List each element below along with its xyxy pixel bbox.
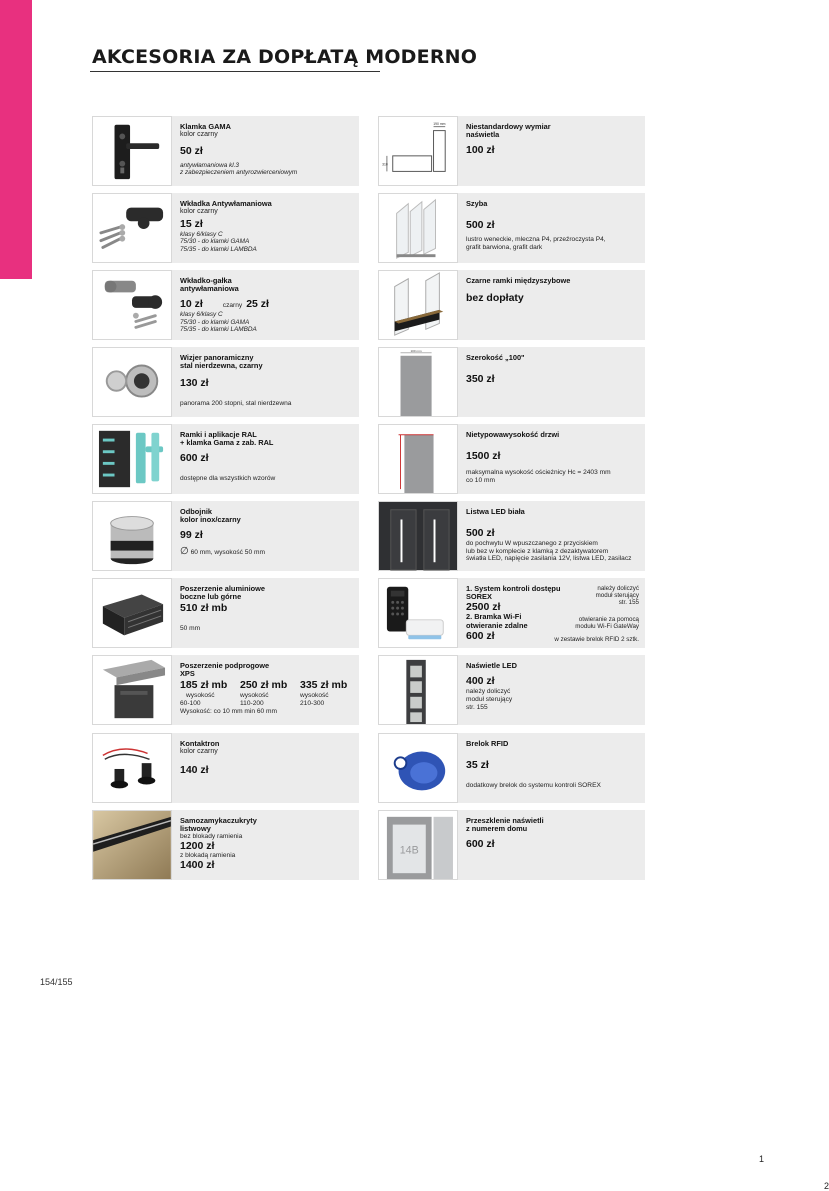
product-price: 130 zł	[180, 377, 209, 390]
product-price: 600 zł	[466, 838, 495, 851]
product-card-brelok-rfid	[378, 733, 645, 803]
diameter-symbol: ∅	[180, 546, 189, 558]
threshold-extension-icon	[92, 655, 172, 725]
item2-note: modułu Wi-Fi GateWay	[575, 623, 639, 631]
product-card-przeszklenie-numer	[378, 810, 645, 880]
product-note: 75/30 - do klamki GAMA	[180, 238, 250, 246]
variant-price: 1400 zł	[180, 859, 215, 872]
item1-note: należy doliczyć	[597, 585, 639, 592]
item1-note: moduł sterujący	[595, 592, 639, 600]
product-price: 500 zł	[466, 219, 495, 232]
product-card-wkladka	[92, 193, 359, 263]
item1-note: str. 155	[618, 599, 639, 607]
product-name-line2: antywłamaniowa	[180, 284, 239, 294]
product-note: antywłamaniowa kl.3	[180, 161, 239, 169]
variant-label: wysokość	[240, 692, 269, 700]
dimension-label: 190 mm	[433, 121, 446, 126]
lock-cylinder-icon	[92, 193, 172, 263]
door-height-icon	[378, 424, 458, 494]
variant-label: czarny	[222, 302, 243, 310]
variant-label: wysokość	[300, 692, 329, 700]
product-name-line2: XPS	[180, 669, 195, 679]
product-note: panorama 200 stopni, stal nierdzewna	[180, 400, 292, 408]
product-name: Poszerzenie podprogowe	[180, 661, 270, 670]
product-price: 100 zł	[466, 144, 495, 157]
product-price: 15 zł	[180, 217, 203, 230]
item2-name: 2. Bramka Wi-Fi	[466, 612, 522, 622]
product-note: grafit barwiona, grafit dark	[466, 244, 543, 252]
product-subtitle: kolor czarny	[180, 748, 218, 756]
item1-price: 2500 zł	[466, 601, 501, 614]
dimension-label: 100 mm	[410, 348, 422, 353]
price-variant: 185 zł mb	[180, 679, 228, 692]
product-card-wkladko-galka	[92, 270, 359, 340]
product-name: Niestandardowy wymiar	[466, 122, 551, 131]
variant-range: 60-100	[180, 700, 201, 708]
variant-price: 1200 zł	[180, 840, 215, 853]
house-number-glass-icon	[378, 810, 458, 880]
product-price: bez dopłaty	[466, 292, 524, 305]
product-note: moduł sterujący	[466, 696, 513, 704]
product-note: z zabezpieczeniem antyrozwierceniowym	[180, 169, 298, 177]
house-number-text: 14B	[399, 844, 419, 857]
product-name: Ramki i aplikacje RAL	[180, 430, 257, 439]
product-price: 50 zł	[180, 144, 203, 157]
ral-frames-icon	[92, 424, 172, 494]
callout-number-1: 1	[759, 1154, 765, 1164]
product-card-szerokosc-100	[378, 347, 645, 417]
product-note: należy doliczyć	[466, 688, 511, 696]
price-variant: 335 zł mb	[300, 679, 348, 692]
product-note: lustro weneckie, mleczna P4, przeźroczysta P4,	[466, 236, 606, 244]
product-note: maksymalna wysokość ościeżnicy Hc = 2403 mm	[466, 469, 611, 477]
variant-label: wysokość	[186, 692, 215, 700]
access-control-icon	[378, 578, 458, 648]
product-price: 500 zł	[466, 527, 495, 540]
product-card-nietypowa-wysokosc	[378, 424, 645, 494]
door-stop-icon	[92, 501, 172, 571]
product-card-klamka-gama	[92, 116, 359, 186]
product-note: światła LED, napięcie zasilania 12V, listwa LED, zasilacz	[466, 555, 632, 563]
product-name: Nietypowawysokość drzwi	[466, 430, 560, 439]
product-price: 350 zł	[466, 373, 495, 386]
product-price: 1500 zł	[466, 450, 501, 463]
variant-label: z blokadą ramienia	[180, 852, 236, 860]
glass-pane-icon	[378, 193, 458, 263]
product-card-samozamykacz	[92, 810, 359, 880]
variant-range: 110-200	[240, 700, 264, 708]
product-name: Samozamykaczukryty	[180, 816, 257, 825]
product-note: 60 mm, wysokość 50 mm	[190, 549, 265, 557]
item2-price: 600 zł	[466, 629, 495, 642]
product-name-line2: kolor inox/czarny	[180, 515, 241, 525]
product-price: 400 zł	[466, 675, 495, 688]
product-name: Wkładko-gałka	[180, 276, 232, 285]
product-card-szyba	[378, 193, 645, 263]
product-note: Wysokość: co 10 mm min 60 mm	[180, 708, 278, 716]
callout-number-2: 2	[824, 1181, 829, 1191]
product-name: Naświetle LED	[466, 661, 517, 670]
product-name: Odbojnik	[180, 507, 213, 516]
product-name: Brelok RFID	[466, 739, 509, 748]
product-card-odbojnik	[92, 501, 359, 571]
title-underline	[90, 71, 380, 72]
transom-dimension-icon	[378, 116, 458, 186]
product-price: 140 zł	[180, 763, 209, 776]
product-note: co 10 mm	[466, 477, 495, 485]
product-name: Listwa LED biała	[466, 507, 525, 516]
product-card-niestandardowy-wymiar	[378, 116, 645, 186]
product-card-listwa-led	[378, 501, 645, 571]
item1-name-line2: SOREX	[466, 592, 492, 602]
product-card-kontaktron	[92, 733, 359, 803]
item2-name-line2: otwieranie zdalne	[466, 620, 528, 630]
product-name: Czarne ramki międzyszybowe	[466, 276, 571, 285]
pink-side-bar	[0, 0, 32, 279]
variant-label: bez blokady ramienia	[180, 833, 243, 841]
product-name: Kontaktron	[180, 739, 220, 748]
product-name: Szerokość „100"	[466, 353, 525, 362]
product-card-poszerzenie-podprogowe	[92, 655, 359, 725]
led-strip-icon	[378, 501, 458, 571]
product-price: 99 zł	[180, 529, 203, 542]
product-name: Klamka GAMA	[180, 122, 231, 131]
black-spacer-icon	[378, 270, 458, 340]
knob-cylinder-icon	[92, 270, 172, 340]
set-note: w zestawie brelok RFID 2 sztk.	[554, 636, 639, 643]
product-note: 75/35 - do klamki LAMBDA	[180, 245, 257, 253]
product-note: do pochwytu W wpuszczanego z przyciskiem	[466, 540, 598, 548]
product-card-czarne-ramki	[378, 270, 645, 340]
product-name-line2: listwowy	[180, 824, 211, 834]
item1-name: 1. System kontroli dostępu	[466, 584, 561, 593]
product-name: Poszerzenie aluminiowe	[180, 584, 266, 593]
page-title: AKCESORIA ZA DOPŁATĄ MODERNO	[92, 46, 478, 68]
product-card-wizjer	[92, 347, 359, 417]
product-note: str. 155	[466, 704, 488, 712]
product-note: 50 mm	[180, 625, 201, 633]
variant-price: 25 zł	[246, 298, 269, 311]
width-100-icon	[378, 347, 458, 417]
price-variant: 250 zł mb	[240, 679, 288, 692]
product-card-ramki-ral	[92, 424, 359, 494]
product-name: Szyba	[466, 199, 488, 208]
product-note: lub bez w komplecie z klamką z dezaktywatorem	[466, 547, 609, 555]
product-card-naswietle-led	[378, 655, 645, 725]
rfid-keyfob-icon	[378, 733, 458, 803]
led-transom-icon	[378, 655, 458, 725]
product-note: dostępne dla wszystkich wzorów	[180, 475, 276, 483]
variant-range: 210-300	[300, 700, 325, 708]
product-name: Wizjer panoramiczny	[180, 353, 254, 362]
door-handle-icon	[92, 116, 172, 186]
product-name-line2: + klamka Gama z zab. RAL	[180, 438, 274, 448]
peephole-icon	[92, 347, 172, 417]
product-name-line2: boczne lub górne	[180, 592, 242, 602]
product-price: 510 zł mb	[180, 602, 228, 615]
product-note: 75/30 - do klamki GAMA	[180, 318, 250, 326]
product-card-poszerzenie-aluminiowe	[92, 578, 359, 648]
product-note: klasy 6/klasy C	[180, 311, 223, 319]
aluminium-extension-icon	[92, 578, 172, 648]
page-number: 154/155	[40, 977, 73, 987]
product-note: 75/35 - do klamki LAMBDA	[180, 326, 257, 334]
product-name-line2: z numerem domu	[466, 824, 528, 834]
product-name-line2: stal nierdzewna, czarny	[180, 361, 263, 371]
product-subtitle: kolor czarny	[180, 131, 218, 139]
dimension-label: 310	[382, 162, 388, 167]
product-name: Przeszklenie naświetli	[466, 816, 544, 825]
product-subtitle: kolor czarny	[180, 208, 218, 216]
product-price: 600 zł	[180, 452, 209, 465]
product-price: 10 zł	[180, 298, 203, 311]
product-price: 35 zł	[466, 759, 489, 772]
door-closer-icon	[92, 810, 172, 880]
product-note: dodatkowy brelok do systemu kontroli SOREX	[466, 782, 601, 790]
reed-switch-icon	[92, 733, 172, 803]
product-note: klasy 6/klasy C	[180, 230, 223, 238]
product-name: Wkładka Antywłamaniowa	[180, 199, 272, 208]
product-name-line2: naświetla	[466, 130, 500, 140]
item2-note: otwieranie za pomocą	[578, 616, 639, 623]
